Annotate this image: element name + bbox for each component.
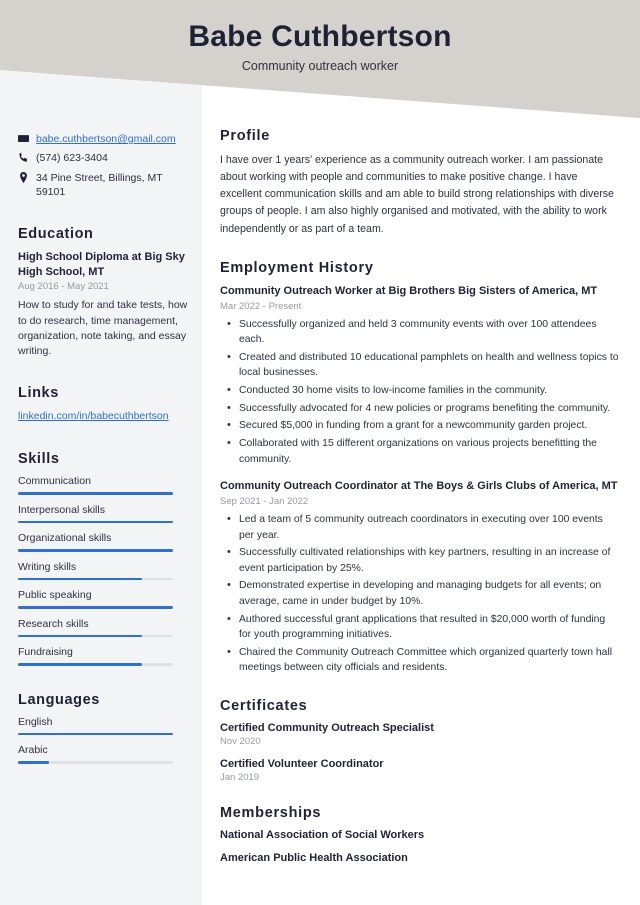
education-date: Aug 2016 - May 2021: [18, 281, 109, 293]
profile-heading: Profile: [220, 128, 271, 144]
skill-label: Fundraising: [18, 646, 73, 659]
languages-list: [18, 716, 188, 764]
skill-bar-track: [18, 521, 173, 524]
job-bullet: • Successfully cultivated relationships with key partners, resulting in an increase of event participation by 25%.: [220, 545, 620, 576]
skills-section: [18, 451, 188, 666]
contact-row[interactable]: [18, 132, 188, 146]
job-bullet: • Created and distributed 10 educational pamphlets on health and wellness topics to local businesses.: [220, 350, 620, 381]
job-bullet: • Collaborated with 15 different organizations on various projects benefitting the community.: [220, 436, 620, 467]
certificate-name: Certified Volunteer Coordinator: [220, 758, 384, 771]
employment-heading: Employment History: [220, 259, 374, 276]
job-bullet: • Successfully advocated for 4 new policies or programs benefiting the community.: [220, 401, 620, 417]
skill: [18, 646, 188, 666]
skill-bar-track: [18, 663, 173, 666]
skill-bar-fill: [18, 521, 173, 524]
links-list: [18, 409, 188, 425]
skill: [18, 618, 188, 638]
job-bullet: • Secured $5,000 in funding from a grant for a newcommunity garden project.: [220, 418, 620, 434]
skill-bar-track: [18, 635, 173, 638]
skill-bar-fill: [18, 635, 142, 638]
skill-bar-fill: [18, 578, 142, 581]
contact-value: 34 Pine Street, Billings, MT 59101: [36, 171, 163, 199]
skill-bar-fill: [18, 663, 142, 666]
skill-label: Writing skills: [18, 560, 77, 573]
language-label: Arabic: [18, 744, 48, 757]
skills-heading: Skills: [18, 451, 60, 468]
job-list: [220, 284, 620, 676]
skills-list: [18, 475, 188, 666]
contact-value[interactable]: babe.cuthbertson@gmail.com: [36, 133, 176, 145]
sidebar: [0, 0, 202, 905]
languages-heading: Languages: [18, 691, 100, 708]
language-bar-fill: [18, 733, 173, 736]
language-bar-track: [18, 733, 173, 736]
language-bar-track: [18, 761, 173, 764]
job-bullet: • Successfully organized and held 3 community events with over 100 attendees each.: [220, 317, 620, 348]
profile-text: I have over 1 years' experience as a community outreach worker. I am passionate about working with people and communities to make positive change. I have excellent communication skills and am able to build strong relationships with diverse groups of people. I am also highly organised and motivated, with the ability to work independently or as part of a team.: [220, 154, 614, 235]
profile-section: [220, 128, 620, 238]
language: [18, 716, 188, 736]
membership-entry: National Association of Social Workers: [220, 829, 425, 842]
membership-entry: American Public Health Association: [220, 852, 408, 865]
memberships-section: [220, 805, 620, 864]
education-description: How to study for and take tests, how to do research, time management, organization, note taking, and essay writing.: [18, 299, 188, 358]
contact-value: (574) 623-3404: [36, 152, 108, 165]
skill-label: Public speaking: [18, 589, 92, 602]
skill: [18, 589, 188, 609]
skill-label: Organizational skills: [18, 532, 112, 545]
skill: [18, 504, 188, 524]
skill-bar-track: [18, 492, 173, 495]
contact-row: [18, 151, 188, 165]
certificate-name: Certified Community Outreach Specialist: [220, 722, 434, 735]
skill-bar-fill: [18, 606, 173, 609]
skill-label: Research skills: [18, 617, 89, 630]
phone-icon: [18, 151, 36, 163]
certificate-entry: [220, 758, 620, 783]
skill: [18, 532, 188, 552]
skill-bar-fill: [18, 492, 173, 495]
skill-bar-track: [18, 606, 173, 609]
job-bullet: • Led a team of 5 community outreach coordinators in executing over 100 events per year.: [220, 512, 620, 543]
job-entry: [220, 284, 620, 467]
job-bullet-list: [220, 512, 620, 676]
skill: [18, 561, 188, 581]
job-bullet: • Authored successful grant applications that resulted in $20,000 worth of funding for youth programming initiatives.: [220, 612, 620, 643]
language-label: English: [18, 715, 53, 728]
certificate-list: [220, 722, 620, 783]
job-bullet-list: [220, 317, 620, 467]
job-bullet: • Chaired the Community Outreach Committee which organized quarterly town hall meetings between city officials and residents.: [220, 645, 620, 676]
candidate-name: Babe Cuthbertson: [188, 20, 452, 53]
certificate-date: Jan 2019: [220, 772, 260, 784]
job-title: Community Outreach Worker at Big Brothers Big Sisters of America, MT: [220, 284, 598, 297]
candidate-job-title: Community outreach worker: [241, 58, 399, 73]
skill-label: Communication: [18, 475, 91, 488]
skill-label: Interpersonal skills: [18, 503, 105, 516]
job-date: Sep 2021 - Jan 2022: [220, 495, 309, 507]
contact-row: [18, 171, 188, 200]
education-degree: High School Diploma at Big Sky High School, MT: [18, 250, 185, 278]
header: [0, 0, 640, 100]
membership-list: [220, 829, 620, 864]
skill-bar-track: [18, 549, 173, 552]
contact-list: [18, 132, 188, 200]
job-bullet: • Conducted 30 home visits to low-income families in the community.: [220, 383, 620, 399]
job-entry: [220, 479, 620, 676]
certificates-section: [220, 698, 620, 783]
job-date: Mar 2022 - Present: [220, 300, 302, 312]
links-heading: Links: [18, 385, 59, 402]
skill: [18, 475, 188, 495]
languages-section: [18, 692, 188, 764]
certificate-entry: [220, 722, 620, 747]
education-section: [18, 226, 188, 359]
location-pin-icon: [18, 171, 36, 183]
job-title: Community Outreach Coordinator at The Boys & Girls Clubs of America, MT: [220, 480, 618, 493]
memberships-heading: Memberships: [220, 805, 322, 822]
skill-bar-track: [18, 578, 173, 581]
certificate-date: Nov 2020: [220, 736, 261, 748]
main-content: [220, 128, 620, 886]
employment-section: [220, 260, 620, 676]
sidebar-content: [18, 132, 188, 773]
envelope-icon: [18, 132, 36, 144]
skill-bar-fill: [18, 549, 173, 552]
language: [18, 744, 188, 764]
links-section: [18, 385, 188, 425]
job-bullet: • Demonstrated expertise in developing and managing budgets for all events; on average, came in under budget by 10%.: [220, 578, 620, 609]
profile-link[interactable]: linkedin.com/in/babecuthbertson: [18, 410, 169, 423]
language-bar-fill: [18, 761, 49, 764]
education-heading: Education: [18, 225, 94, 242]
certificates-heading: Certificates: [220, 698, 308, 715]
